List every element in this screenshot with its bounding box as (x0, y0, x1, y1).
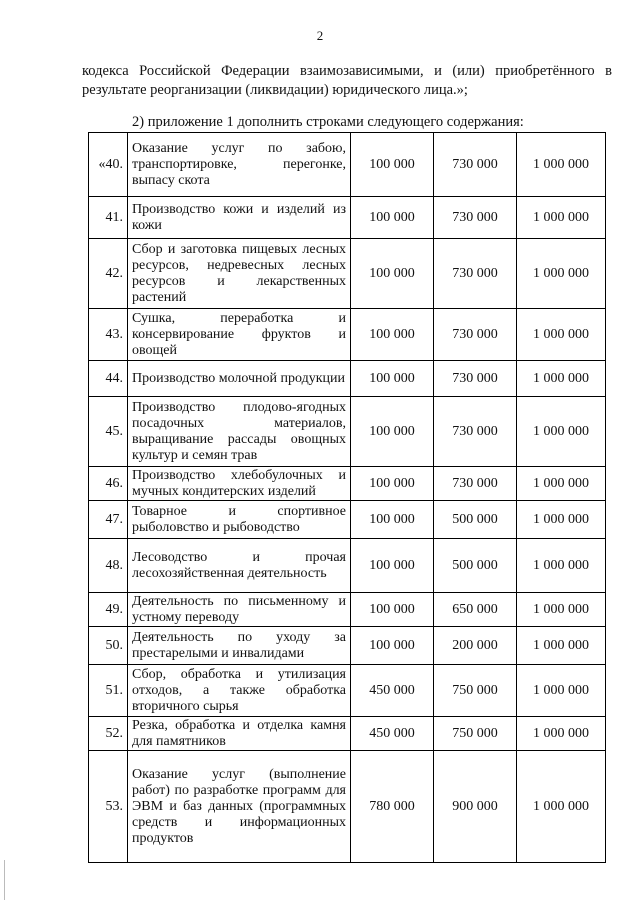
activity-name: Сбор, обработка и утилизация отходов, а также обработка вторичного сырья (128, 665, 351, 717)
amount-col-1: 100 000 (351, 197, 434, 239)
amount-col-2: 730 000 (434, 467, 517, 501)
amount-col-1: 100 000 (351, 593, 434, 627)
amount-col-1: 780 000 (351, 751, 434, 863)
activity-name: Лесоводство и прочая лесохозяйственная деятельность (128, 539, 351, 593)
table-row (89, 751, 606, 863)
amount-col-3: 1 000 000 (517, 501, 606, 539)
amount-col-3: 1 000 000 (517, 361, 606, 397)
intro-paragraph (82, 62, 612, 100)
activities-table (88, 132, 606, 863)
activity-name: Производство кожи и изделий из кожи (128, 197, 351, 239)
amount-col-3: 1 000 000 (517, 593, 606, 627)
activity-name: Производство хлебобулочных и мучных кондитерских изделий (128, 467, 351, 501)
amount-col-3: 1 000 000 (517, 751, 606, 863)
table-row (89, 133, 606, 197)
activity-name: Сушка, переработка и консервирование фруктов и овощей (128, 309, 351, 361)
amount-col-1: 100 000 (351, 133, 434, 197)
table-row (89, 627, 606, 665)
amount-col-2: 730 000 (434, 133, 517, 197)
row-number: 49. (89, 593, 128, 627)
amount-col-2: 750 000 (434, 717, 517, 751)
table-row (89, 501, 606, 539)
amount-col-2: 200 000 (434, 627, 517, 665)
amount-col-3: 1 000 000 (517, 239, 606, 309)
amount-col-1: 100 000 (351, 361, 434, 397)
row-number: 42. (89, 239, 128, 309)
amount-col-1: 100 000 (351, 397, 434, 467)
amount-col-3: 1 000 000 (517, 309, 606, 361)
amount-col-1: 450 000 (351, 717, 434, 751)
amount-col-2: 730 000 (434, 197, 517, 239)
continuation-text: кодекса Российской Федерации взаимозависимыми, и (или) приобретённого в результате реорганизации (ликвидации) юридического лица.»; (82, 63, 612, 98)
row-number: 41. (89, 197, 128, 239)
amount-col-1: 100 000 (351, 627, 434, 665)
amount-col-1: 100 000 (351, 239, 434, 309)
activity-name: Производство молочной продукции (128, 361, 351, 397)
amount-col-2: 900 000 (434, 751, 517, 863)
row-number: 47. (89, 501, 128, 539)
amount-col-1: 100 000 (351, 309, 434, 361)
amount-col-2: 750 000 (434, 665, 517, 717)
amount-col-2: 650 000 (434, 593, 517, 627)
row-number: 52. (89, 717, 128, 751)
amount-col-3: 1 000 000 (517, 197, 606, 239)
table-row (89, 593, 606, 627)
activity-name: Деятельность по уходу за престарелыми и инвалидами (128, 627, 351, 665)
table-row (89, 239, 606, 309)
table-row (89, 467, 606, 501)
activity-name: Сбор и заготовка пищевых лесных ресурсов, недревесных лесных ресурсов и лекарственных растений (128, 239, 351, 309)
amendment-item: 2) приложение 1 дополнить строками следующего содержания: (132, 114, 524, 130)
table-row (89, 309, 606, 361)
row-number: 50. (89, 627, 128, 665)
table-body (89, 133, 606, 863)
amount-col-3: 1 000 000 (517, 627, 606, 665)
amount-col-2: 730 000 (434, 309, 517, 361)
amount-col-1: 450 000 (351, 665, 434, 717)
activity-name: Деятельность по письменному и устному переводу (128, 593, 351, 627)
table-row (89, 197, 606, 239)
activity-name: Оказание услуг (выполнение работ) по разработке программ для ЭВМ и баз данных (программных средств и информационных продуктов (128, 751, 351, 863)
activity-name: Товарное и спортивное рыболовство и рыбоводство (128, 501, 351, 539)
row-number: 46. (89, 467, 128, 501)
table-row (89, 717, 606, 751)
amount-col-3: 1 000 000 (517, 133, 606, 197)
row-number: 44. (89, 361, 128, 397)
page-number: 2 (316, 28, 324, 43)
scan-edge-mark (4, 860, 5, 900)
row-number: 51. (89, 665, 128, 717)
row-number: «40. (89, 133, 128, 197)
activity-name: Резка, обработка и отделка камня для памятников (128, 717, 351, 751)
row-number: 43. (89, 309, 128, 361)
amount-col-2: 730 000 (434, 361, 517, 397)
amount-col-2: 730 000 (434, 397, 517, 467)
amount-col-3: 1 000 000 (517, 665, 606, 717)
amount-col-3: 1 000 000 (517, 397, 606, 467)
amount-col-2: 500 000 (434, 501, 517, 539)
table-row (89, 397, 606, 467)
table-row (89, 539, 606, 593)
amount-col-3: 1 000 000 (517, 539, 606, 593)
table-row (89, 665, 606, 717)
amount-col-3: 1 000 000 (517, 467, 606, 501)
amount-col-1: 100 000 (351, 501, 434, 539)
amount-col-2: 500 000 (434, 539, 517, 593)
amount-col-2: 730 000 (434, 239, 517, 309)
amount-col-1: 100 000 (351, 539, 434, 593)
row-number: 48. (89, 539, 128, 593)
activity-name: Оказание услуг по забою, транспортировке, перегонке, выпасу скота (128, 133, 351, 197)
row-number: 53. (89, 751, 128, 863)
activity-name: Производство плодово-ягодных посадочных материалов, выращивание рассады овощных культур и семян трав (128, 397, 351, 467)
row-number: 45. (89, 397, 128, 467)
table-row (89, 361, 606, 397)
amount-col-1: 100 000 (351, 467, 434, 501)
amount-col-3: 1 000 000 (517, 717, 606, 751)
